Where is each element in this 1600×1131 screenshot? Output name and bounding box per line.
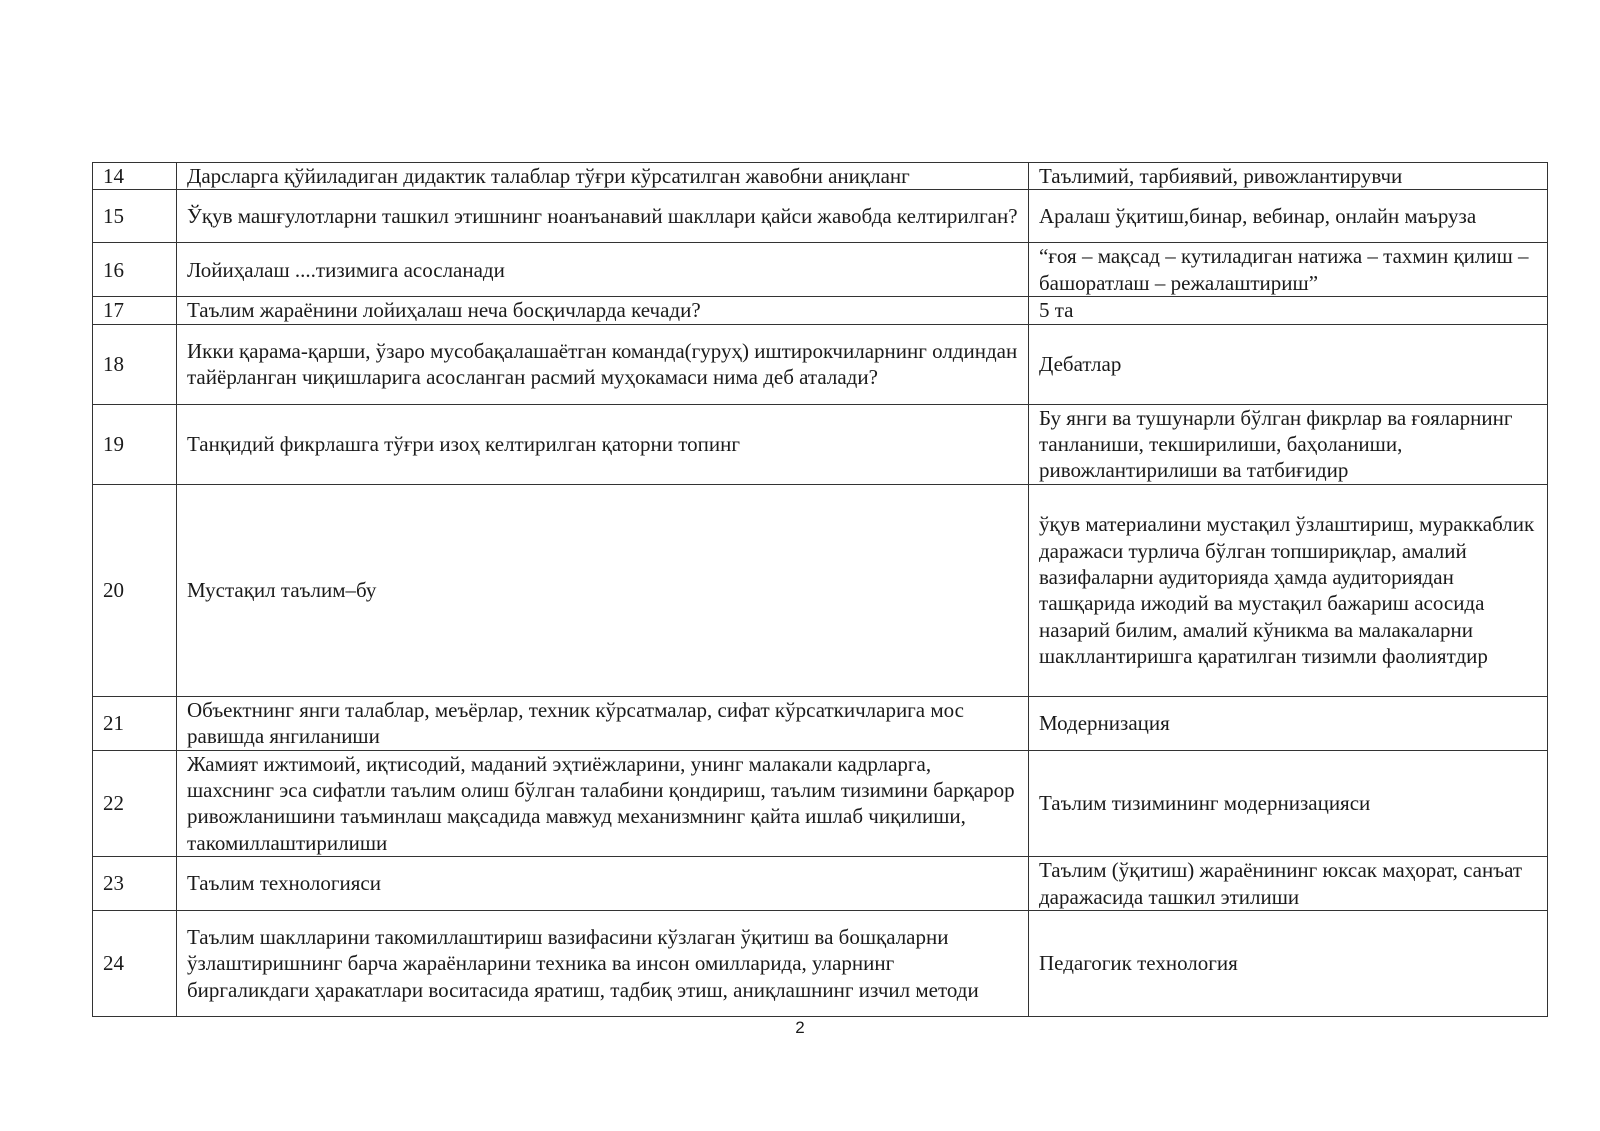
table-row <box>93 324 1548 404</box>
question-cell: Икки қарама-қарши, ўзаро мусобақалашаётган команда(гуруҳ) иштирокчиларнинг олдиндан тайёрланган чиқишларига асосланган расмий муҳокамаси нима деб аталади? <box>177 324 1029 404</box>
page-number: 2 <box>795 1018 805 1037</box>
answer-cell: Дебатлар <box>1029 324 1548 404</box>
row-number: 22 <box>93 750 177 857</box>
table-row <box>93 190 1548 243</box>
answer-cell: Аралаш ўқитиш,бинар, вебинар, онлайн маъруза <box>1029 190 1548 243</box>
answer-cell: Таълим тизимининг модернизацияси <box>1029 750 1548 857</box>
answer-cell: Модернизация <box>1029 696 1548 750</box>
row-number: 18 <box>93 324 177 404</box>
row-number: 15 <box>93 190 177 243</box>
question-cell: Лойиҳалаш ....тизимига асосланади <box>177 243 1029 297</box>
table-row <box>93 857 1548 911</box>
question-cell: Объектнинг янги талаблар, меъёрлар, техник кўрсатмалар, сифат кўрсаткичларига мос равишда янгиланиши <box>177 696 1029 750</box>
answer-cell: ўқув материалини мустақил ўзлаштириш, мураккаблик даражаси турлича бўлган топшириқлар, амалий вазифаларни аудиторияда ҳамда аудиториядан ташқарида ижодий ва мустақил бажариш асосида назарий билим, амалий кўникма ва малакаларни шакллантиришга қаратилган тизимли фаолиятдир <box>1029 484 1548 696</box>
question-cell: Танқидий фикрлашга тўғри изоҳ келтирилган қаторни топинг <box>177 404 1029 484</box>
answer-cell: Педагогик технология <box>1029 911 1548 1017</box>
question-cell: Таълим шаклларини такомиллаштириш вазифасини кўзлаган ўқитиш ва бошқаларни ўзлаштиришнинг барча жараёнларини техника ва инсон омилларида, уларнинг биргаликдаги ҳаракатлари воситасида яратиш, тадбиқ этиш, аниқлашнинг изчил методи <box>177 911 1029 1017</box>
table-row <box>93 750 1548 857</box>
question-cell: Дарсларга қўйиладиган дидактик талаблар тўғри кўрсатилган жавобни аниқланг <box>177 163 1029 190</box>
answer-cell: Таълимий, тарбиявий, ривожлантирувчи <box>1029 163 1548 190</box>
answer-cell: Бу янги ва тушунарли бўлган фикрлар ва ғояларнинг танланиши, текширилиши, баҳоланиши, ривожлантирилиши ва татбиғидир <box>1029 404 1548 484</box>
row-number: 24 <box>93 911 177 1017</box>
table-row <box>93 297 1548 324</box>
row-number: 21 <box>93 696 177 750</box>
question-cell: Ўқув машғулотларни ташкил этишнинг ноанъанавий шакллари қайси жавобда келтирилган? <box>177 190 1029 243</box>
question-cell: Мустақил таълим–бу <box>177 484 1029 696</box>
answer-cell: “ғоя – мақсад – кутиладиган натижа – тахмин қилиш – башоратлаш – режалаштириш” <box>1029 243 1548 297</box>
table-row <box>93 484 1548 696</box>
row-number: 23 <box>93 857 177 911</box>
row-number: 20 <box>93 484 177 696</box>
row-number: 14 <box>93 163 177 190</box>
question-answer-table <box>92 162 1548 1017</box>
row-number: 19 <box>93 404 177 484</box>
table-row <box>93 243 1548 297</box>
question-cell: Таълим жараёнини лойиҳалаш неча босқичларда кечади? <box>177 297 1029 324</box>
table-row <box>93 911 1548 1017</box>
table-row <box>93 404 1548 484</box>
table-row <box>93 696 1548 750</box>
question-cell: Таълим технологияси <box>177 857 1029 911</box>
answer-cell: Таълим (ўқитиш) жараёнининг юксак маҳорат, санъат даражасида ташкил этилиши <box>1029 857 1548 911</box>
answer-cell: 5 та <box>1029 297 1548 324</box>
table-row <box>93 163 1548 190</box>
row-number: 16 <box>93 243 177 297</box>
row-number: 17 <box>93 297 177 324</box>
question-cell: Жамият ижтимоий, иқтисодий, маданий эҳтиёжларини, унинг малакали кадрларга, шахснинг эса сифатли таълим олиш бўлган талабини қондириш, таълим тизимини барқарор ривожланишини таъминлаш мақсадида мавжуд механизмнинг қайта ишлаб чиқилиши, такомиллаштирилиши <box>177 750 1029 857</box>
